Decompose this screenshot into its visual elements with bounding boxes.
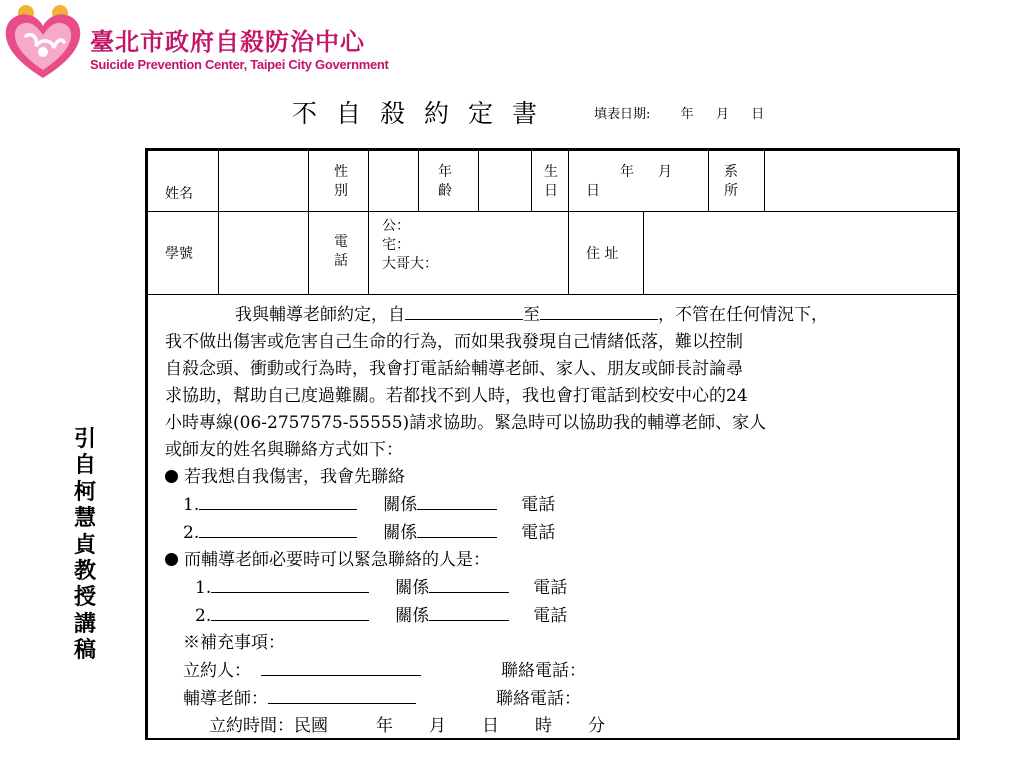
row-divider-2 [148, 294, 957, 295]
address-label: 住 址 [586, 246, 619, 262]
gender-field[interactable] [370, 153, 416, 210]
counselor-blank[interactable] [268, 685, 416, 704]
phone-mobile-label: 大哥大： [382, 256, 438, 272]
para-line-1: 我與輔導老師約定，自 至 ，不管在任何情況下， [165, 301, 940, 329]
row-divider-1 [148, 211, 957, 212]
para-line-4: 求協助，幫助自己度過難關。若都找不到人時，我也會打電話到校安中心的24 [165, 386, 748, 406]
phone-label: 電 話 [334, 234, 348, 269]
bullet-2: 而輔導老師必要時可以緊急聯絡的人是： [165, 547, 940, 574]
emergency-row-2: 2. 關係 電話 [165, 602, 940, 630]
fill-date-year: 年 [680, 107, 694, 122]
end-date-blank[interactable] [540, 301, 658, 320]
document-title: 不自殺約定書 [292, 99, 557, 128]
counselor-contact-phone-label: 聯絡電話： [496, 689, 581, 709]
phone-office-label: 公： [382, 218, 410, 234]
org-name-zh: 臺北市政府自殺防治中心 [90, 28, 365, 56]
emergency-1-relation-blank[interactable] [429, 574, 509, 593]
sign-time-row: 立約時間：民國 年 月 日 時 分 [209, 716, 605, 736]
student-id-field[interactable] [220, 213, 306, 293]
birth-field[interactable] [570, 163, 706, 209]
pledger-row: 立約人： 聯絡電話： [165, 657, 940, 685]
fill-date [594, 103, 764, 122]
birth-year-label: 年 [620, 164, 634, 180]
contact-1-name-blank[interactable] [199, 491, 357, 510]
para-line-3: 自殺念頭、衝動或行為時，我會打電話給輔導老師、家人、朋友或師長討論尋 [165, 359, 743, 379]
phone-home-label: 宅： [382, 237, 410, 253]
pledge-body [165, 301, 940, 740]
birth-label: 生 日 [544, 164, 558, 199]
contact-row-2: 2. 關係 電話 [165, 519, 940, 547]
bullet-icon [165, 470, 178, 483]
age-field[interactable] [480, 153, 530, 210]
pledger-blank[interactable] [261, 657, 421, 676]
birth-day-label: 日 [586, 183, 600, 199]
dept-field[interactable] [766, 153, 956, 210]
student-id-label: 學號 [165, 246, 193, 262]
start-date-blank[interactable] [405, 301, 523, 320]
counselor-row: 輔導老師： 聯絡電話： [165, 685, 940, 713]
bullet-1: 若我想自我傷害，我會先聯絡 [165, 464, 940, 491]
emergency-row-1: 1. 關係 電話 [165, 574, 940, 602]
contact-2-relation-blank[interactable] [417, 519, 497, 538]
name-field[interactable] [220, 153, 306, 210]
emergency-2-relation-blank[interactable] [429, 602, 509, 621]
emergency-1-name-blank[interactable] [211, 574, 369, 593]
para-line-5: 小時專線(06-2757575-55555)請求協助。緊急時可以協助我的輔導老師、家人 [165, 413, 767, 433]
gender-label: 性 別 [334, 164, 348, 199]
supplement-label: ※補充事項： [183, 633, 285, 653]
org-name-en: Suicide Prevention Center, Taipei City Government [90, 57, 389, 72]
fill-date-month: 月 [715, 107, 729, 122]
pledge-form [145, 148, 960, 740]
heart-wings-logo-icon [2, 2, 84, 84]
phone-field[interactable] [382, 217, 438, 274]
side-note: 引 自 柯 慧 貞 教 授 講 稿 [73, 426, 96, 664]
para-line-6: 或師友的姓名與聯絡方式如下： [165, 440, 403, 460]
address-field[interactable] [645, 213, 956, 293]
dept-label: 系 所 [724, 164, 738, 199]
contact-1-relation-blank[interactable] [417, 491, 497, 510]
bullet-icon [165, 553, 178, 566]
emergency-2-name-blank[interactable] [211, 602, 369, 621]
contact-2-name-blank[interactable] [199, 519, 357, 538]
fill-date-label: 填表日期: [594, 107, 651, 122]
birth-month-label: 月 [658, 164, 672, 180]
name-label: 姓名 [165, 186, 193, 202]
pledger-contact-phone-label: 聯絡電話： [501, 661, 586, 681]
age-label: 年 齡 [438, 164, 452, 199]
para-line-2: 我不做出傷害或危害自己生命的行為，而如果我發現自己情緒低落，難以控制 [165, 332, 743, 352]
contact-row-1: 1. 關係 電話 [165, 491, 940, 519]
fill-date-day: 日 [751, 107, 765, 122]
